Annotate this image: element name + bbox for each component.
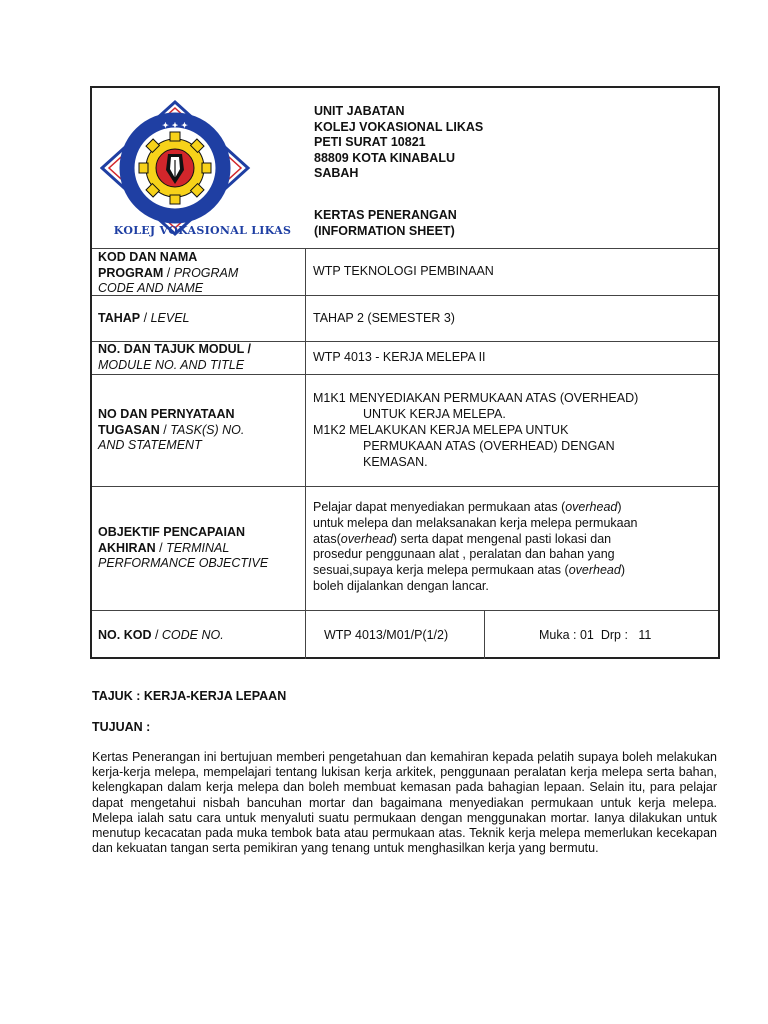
label-italic: LEVEL (150, 311, 190, 325)
objective-text (313, 500, 718, 595)
label-sep: / (159, 422, 171, 437)
text-run: untuk melepa dan melaksanakan kerja melepa permukaan (313, 515, 638, 530)
address-block (314, 104, 483, 182)
label-italic: AND STATEMENT (98, 438, 202, 452)
text-run: sesuai,supaya kerja melepa permukaan atas ( (313, 563, 569, 578)
text-run: ) serta dapat mengenal pasti lokasi dan (392, 531, 612, 546)
doc-title-line: (INFORMATION SHEET) (314, 223, 455, 238)
address-line: PETI SURAT 10821 (314, 135, 426, 149)
address-line: SABAH (314, 166, 359, 180)
module-value: WTP 4013 - KERJA MELEPA II (313, 350, 486, 364)
label-sep: / (151, 628, 162, 642)
task-label (98, 407, 244, 454)
label-italic: PROGRAM (173, 265, 239, 280)
svg-text:✦ ✦ ✦: ✦ ✦ ✦ (162, 120, 188, 130)
row-divider (92, 248, 718, 249)
label-bold: PROGRAM (98, 265, 164, 280)
task-line: PERMUKAAN ATAS (OVERHEAD) DENGAN (363, 439, 615, 453)
code-label (98, 628, 224, 644)
purpose-heading: TUJUAN : (92, 720, 151, 734)
text-run: overhead (568, 563, 621, 578)
page-count: Muka : 01 Drp : 11 (539, 628, 652, 642)
label-sep: / (163, 265, 174, 280)
address-line: KOLEJ VOKASIONAL LIKAS (314, 119, 484, 134)
label-bold: TUGASAN (98, 422, 160, 437)
label-bold: TAHAP (98, 311, 141, 325)
logo-name: KOLEJ VOKASIONAL LIKAS (113, 224, 292, 237)
label-sep: / (140, 311, 151, 325)
text-run: overhead (340, 531, 393, 546)
row-divider (92, 610, 718, 611)
label-bold: KOD DAN NAMA (98, 250, 198, 264)
label-italic: PERFORMANCE OBJECTIVE (98, 556, 269, 570)
module-label (98, 342, 251, 373)
doc-title-line: KERTAS PENERANGAN (314, 208, 457, 222)
text-run: Pelajar dapat menyediakan permukaan atas ( (313, 500, 566, 514)
college-logo (100, 98, 300, 238)
text-run: boleh dijalankan dengan lancar. (313, 578, 489, 593)
section-title: TAJUK : KERJA-KERJA LEPAAN (92, 689, 287, 703)
label-bold: AKHIRAN (98, 540, 156, 555)
code-value: WTP 4013/M01/P(1/2) (324, 628, 449, 642)
row-divider (92, 374, 718, 375)
text-run: ) (617, 500, 622, 514)
task-line: M1K2 MELAKUKAN KERJA MELEPA UNTUK (313, 423, 569, 437)
task-line: UNTUK KERJA MELEPA. (363, 407, 506, 421)
program-label (98, 250, 303, 297)
label-italic: CODE NO. (161, 628, 224, 642)
label-italic: MODULE NO. AND TITLE (98, 357, 245, 372)
task-line: KEMASAN. (363, 455, 428, 469)
label-italic: CODE AND NAME (98, 281, 204, 295)
information-sheet-table (90, 86, 720, 659)
column-divider (305, 248, 306, 659)
address-line: UNIT JABATAN (314, 104, 405, 118)
task-statements (313, 390, 638, 470)
address-line: 88809 KOTA KINABALU (314, 150, 455, 165)
label-italic: TERMINAL (166, 540, 230, 555)
level-value: TAHAP 2 (SEMESTER 3) (313, 311, 455, 325)
label-bold: OBJEKTIF PENCAPAIAN (98, 525, 246, 539)
column-divider (484, 610, 485, 659)
document-title (314, 208, 457, 239)
program-value: WTP TEKNOLOGI PEMBINAAN (313, 264, 494, 278)
label-bold: NO. KOD (98, 628, 152, 642)
row-divider (92, 486, 718, 487)
task-line: M1K1 MENYEDIAKAN PERMUKAAN ATAS (OVERHEAD) (313, 391, 639, 405)
label-sep: / (155, 540, 167, 555)
purpose-paragraph: Kertas Penerangan ini bertujuan memberi pengetahuan dan kemahiran kepada pelatih supaya boleh melakukan kerja-kerja melepa, mempelajari tentang lukisan kerja arkitek, penggunaan peralatan kerja melepa serta bahan, kelengkapan dalam kerja melepa dan boleh membuat kemasan pada bahagian lepaan. Selain itu, para pelajar dapat mengetahui nisbah bancuhan mortar dan bagaimana menyediakan permukaan untuk kerja melepa. Melepa ialah satu cara untuk menyaluti suatu permukaan dengan menggunakan mortar. Ianya dilakukan untuk menutup kecacatan pada muka tembok bata atau permukaan atas. Teknik kerja melepa memerlukan kecekapan dan kekuatan tangan serta pemikiran yang tenang untuk menghasilkan kerja yang bermutu. (92, 750, 717, 856)
text-run: prosedur penggunaan alat , peralatan dan bahan yang (313, 547, 615, 562)
objective-label (98, 525, 268, 572)
label-bold: NO. DAN TAJUK MODUL / (98, 342, 252, 356)
text-run: ) (620, 563, 625, 578)
text-run: overhead (565, 500, 618, 514)
label-italic: TASK(S) NO. (170, 422, 245, 437)
level-label (98, 311, 189, 327)
text-run: atas( (313, 531, 341, 546)
label-bold: NO DAN PERNYATAAN (98, 407, 235, 421)
